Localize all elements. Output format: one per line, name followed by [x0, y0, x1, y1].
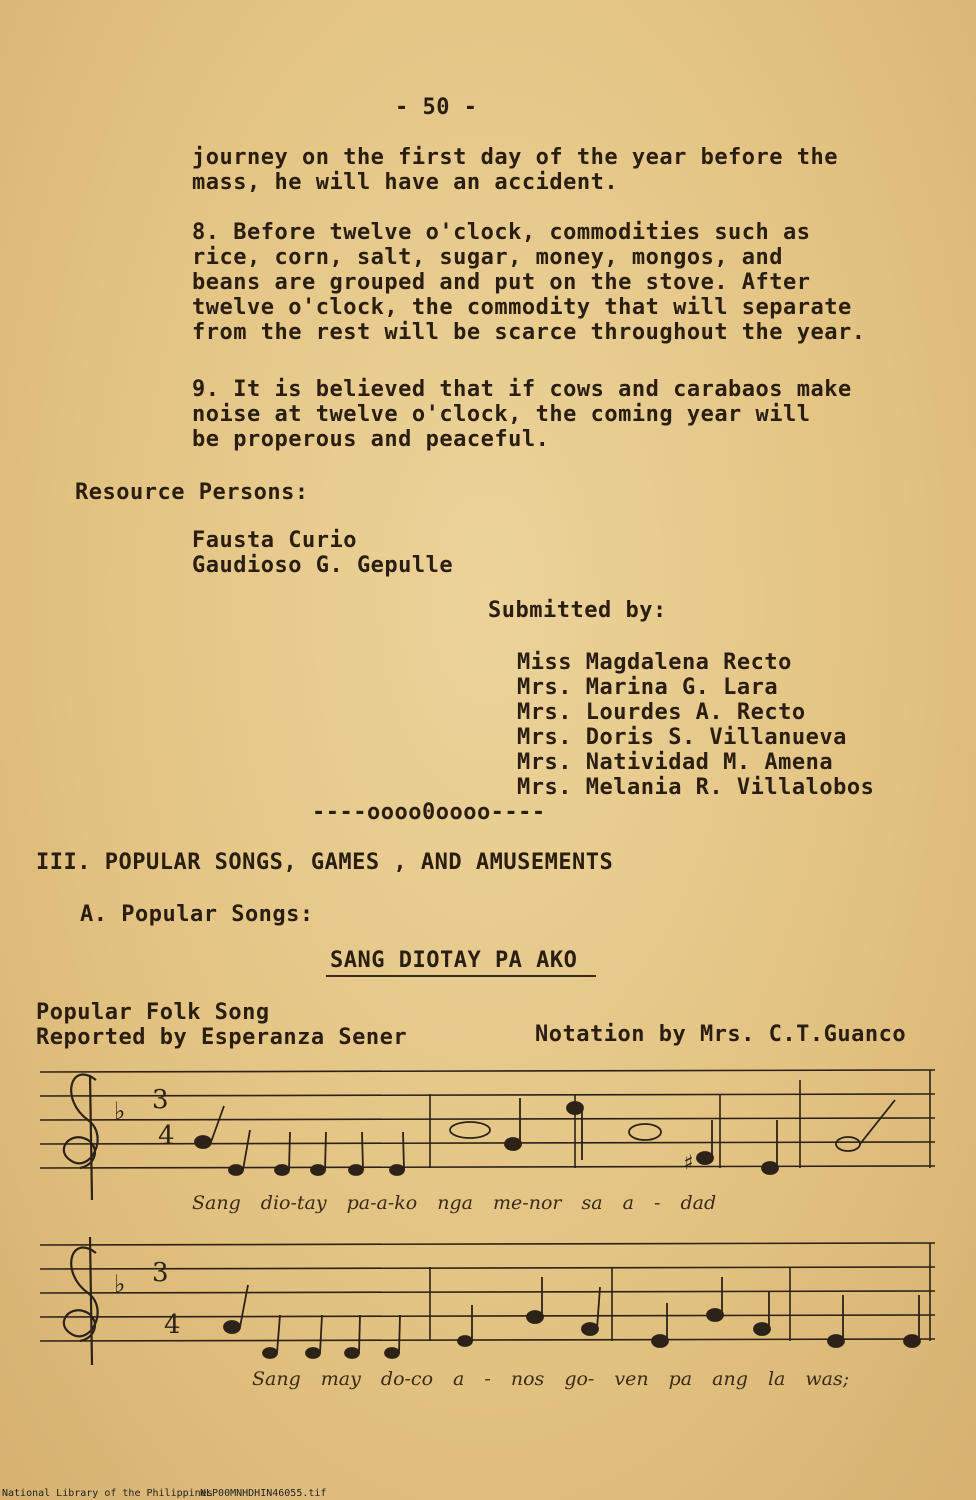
sharp-icon: ♯: [682, 1151, 696, 1176]
music-note: [385, 1348, 399, 1358]
submitter: Miss Magdalena Recto: [517, 650, 792, 675]
text-line: beans are grouped and put on the stove. After: [192, 270, 811, 295]
submitters-list: [517, 650, 874, 800]
svg-text:3: 3: [152, 1085, 169, 1115]
svg-text:3: 3: [152, 1258, 169, 1288]
music-note: [195, 1136, 211, 1148]
resource-person: Gaudioso G. Gepulle: [192, 553, 454, 578]
music-note: [450, 1122, 490, 1138]
music-note: [836, 1137, 860, 1151]
music-staff-2: [0, 1225, 976, 1365]
music-note: [762, 1162, 778, 1174]
music-note: [349, 1165, 363, 1175]
footer-filename: NLP00MNHDHIN46055.tif: [200, 1488, 327, 1499]
flat-icon: ♭: [112, 1270, 128, 1300]
music-note: [458, 1336, 472, 1346]
music-note: [229, 1165, 243, 1175]
flat-icon: ♭: [112, 1097, 128, 1127]
item-9: [192, 377, 912, 452]
treble-clef-icon: [64, 1075, 98, 1200]
page-number: - 50 -: [395, 95, 478, 120]
text-line: rice, corn, salt, sugar, money, mongos, and: [192, 245, 784, 270]
text-line: from the rest will be scarce throughout the year.: [192, 320, 866, 345]
music-note: [567, 1102, 583, 1114]
music-note: [306, 1348, 320, 1358]
time-signature-icon: [152, 1085, 175, 1151]
music-note: [652, 1335, 668, 1347]
music-note: [263, 1348, 277, 1358]
text-line: noise at twelve o'clock, the coming year will: [192, 402, 811, 427]
music-note: [707, 1309, 723, 1321]
paragraph-continuation: [192, 145, 912, 195]
separator: ----oooo0oooo----: [312, 800, 546, 825]
music-note: [390, 1165, 404, 1175]
svg-text:4: 4: [158, 1121, 175, 1151]
music-note: [505, 1138, 521, 1150]
section-heading: III. POPULAR SONGS, GAMES , AND AMUSEMENTS: [36, 850, 614, 875]
resource-persons-list: [192, 528, 453, 578]
music-note: [311, 1165, 325, 1175]
item-8: [192, 220, 912, 345]
submitter: Mrs. Natividad M. Amena: [517, 750, 834, 775]
submitter: Mrs. Melania R. Villalobos: [517, 775, 875, 800]
text-line: 8. Before twelve o'clock, commodities such as: [192, 220, 811, 245]
text-line: mass, he will have an accident.: [192, 170, 619, 195]
music-note: [582, 1323, 598, 1335]
music-staff-1: [0, 1060, 976, 1200]
resource-person: Fausta Curio: [192, 528, 357, 553]
music-note: [754, 1323, 770, 1335]
text-line: be properous and peaceful.: [192, 427, 550, 452]
music-note: [224, 1321, 240, 1333]
subsection-heading: A. Popular Songs:: [80, 902, 314, 927]
submitter: Mrs. Lourdes A. Recto: [517, 700, 806, 725]
music-note: [345, 1348, 359, 1358]
submitter: Mrs. Doris S. Villanueva: [517, 725, 847, 750]
music-note: [904, 1335, 920, 1347]
text-line: twelve o'clock, the commodity that will separate: [192, 295, 852, 320]
song-type: Popular Folk Song: [36, 1000, 270, 1025]
lyrics-line-2: Sang may do-co a - nos go- ven pa ang la was;: [252, 1368, 850, 1390]
svg-text:4: 4: [164, 1310, 181, 1340]
text-line: journey on the first day of the year before the: [192, 145, 839, 170]
reported-by: Reported by Esperanza Sener: [36, 1025, 408, 1050]
music-note: [527, 1311, 543, 1323]
notation-by: Notation by Mrs. C.T.Guanco: [535, 1022, 907, 1047]
text-line: 9. It is believed that if cows and carabaos make: [192, 377, 852, 402]
submitter: Mrs. Marina G. Lara: [517, 675, 779, 700]
treble-clef-icon: [64, 1237, 98, 1365]
music-note: [275, 1165, 289, 1175]
music-note: [828, 1335, 844, 1347]
resource-heading: Resource Persons:: [75, 480, 309, 505]
time-signature-icon: [152, 1258, 181, 1340]
music-note: [697, 1152, 713, 1164]
music-note: [629, 1124, 661, 1140]
submitted-by-label: Submitted by:: [488, 598, 667, 623]
lyrics-line-1: Sang dio-tay pa-a-ko nga me-nor sa a - dad: [192, 1192, 717, 1214]
song-title: SANG DIOTAY PA AKO: [330, 948, 578, 973]
footer-source: National Library of the Philippines: [2, 1488, 213, 1499]
song-title-underline: [326, 975, 596, 977]
